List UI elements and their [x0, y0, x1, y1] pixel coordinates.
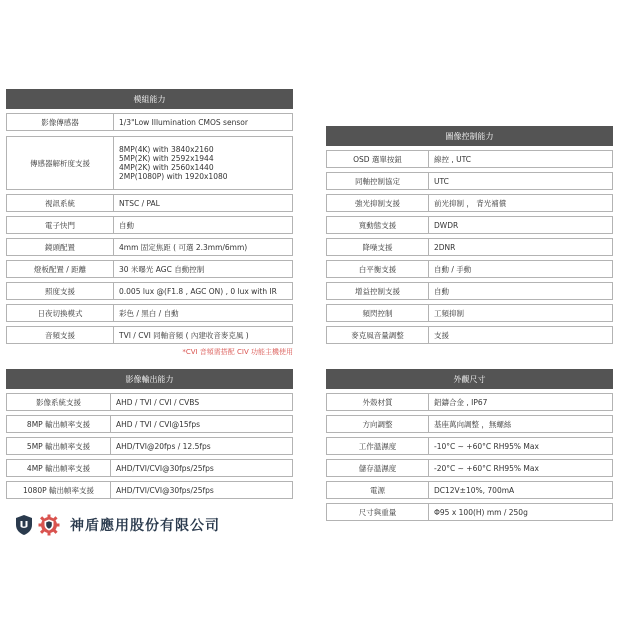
audio-footnote: *CVI 音頻需搭配 CIV 功能主機使用	[182, 348, 293, 356]
spec-row	[326, 503, 613, 521]
spec-label: 電子快門	[7, 217, 114, 233]
spec-value	[114, 283, 277, 299]
spec-rows	[6, 113, 293, 344]
spec-row	[326, 282, 613, 300]
spec-label: 同軸控制協定	[327, 173, 429, 189]
spec-label: 5MP 輸出幀率支援	[7, 438, 111, 454]
spec-value-line: 工頻抑制	[434, 308, 464, 318]
shield-u-icon	[14, 514, 34, 536]
spec-value	[429, 239, 455, 255]
spec-label: 傳感器解析度支援	[7, 137, 114, 189]
spec-row	[6, 326, 293, 344]
spec-label: OSD 選單按鈕	[327, 151, 429, 167]
video-output-section	[6, 369, 293, 499]
spec-label: 方向調整	[327, 416, 429, 432]
spec-row	[6, 393, 293, 411]
spec-rows	[6, 393, 293, 499]
module-capability-section	[6, 89, 293, 356]
spec-value-line: 0.005 lux @(F1.8 , AGC ON) , 0 lux with IR	[119, 286, 277, 296]
spec-value-line: 2MP(1080P) with 1920x1080	[119, 172, 228, 181]
spec-label: 尺寸與重量	[327, 504, 429, 520]
section-header: 圖像控制能力	[326, 126, 613, 146]
spec-rows	[326, 393, 613, 521]
spec-value-line: AHD/TVI/CVI@30fps/25fps	[116, 463, 214, 473]
spec-value	[114, 217, 134, 233]
spec-value	[114, 327, 249, 343]
spec-row	[326, 481, 613, 499]
spec-label: 外殼材質	[327, 394, 429, 410]
spec-value	[429, 460, 539, 476]
spec-row	[6, 260, 293, 278]
spec-value-line: 30 米曝光 AGC 自動控制	[119, 264, 205, 274]
spec-value-line: DWDR	[434, 220, 459, 230]
spec-value-line: 自動	[434, 286, 449, 296]
spec-value-line: AHD / TVI / CVI / CVBS	[116, 397, 200, 407]
spec-value-line: UTC	[434, 176, 449, 186]
spec-value-line: 2DNR	[434, 242, 456, 252]
spec-label: 8MP 輸出幀率支援	[7, 416, 111, 432]
spec-row	[326, 437, 613, 455]
spec-value	[114, 239, 247, 255]
spec-value	[111, 482, 214, 498]
spec-label: 降噪支援	[327, 239, 429, 255]
spec-value-line: 8MP(4K) with 3840x2160	[119, 145, 214, 154]
spec-row	[6, 481, 293, 499]
spec-value	[429, 438, 539, 454]
spec-value	[114, 114, 248, 130]
spec-value-line: 線控 , UTC	[434, 154, 472, 164]
spec-value	[114, 137, 228, 189]
spec-row	[326, 326, 613, 344]
spec-value-line: 前光抑制 ， 背光補償	[434, 198, 507, 208]
spec-label: 視訊系統	[7, 195, 114, 211]
spec-label: 4MP 輸出幀率支援	[7, 460, 111, 476]
spec-label: 電源	[327, 482, 429, 498]
spec-row	[326, 216, 613, 234]
spec-label: 增益控制支援	[327, 283, 429, 299]
spec-value-line: AHD/TVI/CVI@30fps/25fps	[116, 485, 214, 495]
section-header: 模組能力	[6, 89, 293, 109]
spec-label: 鏡頭配置	[7, 239, 114, 255]
spec-label: 強光抑制支援	[327, 195, 429, 211]
spec-label: 日夜切換模式	[7, 305, 114, 321]
spec-row	[326, 238, 613, 256]
spec-value	[429, 261, 471, 277]
spec-row	[326, 304, 613, 322]
spec-value-line: Φ95 x 100(H) mm / 250g	[434, 507, 528, 517]
spec-value	[429, 305, 464, 321]
spec-row	[6, 113, 293, 131]
spec-value-line: -20°C ~ +60°C RH95% Max	[434, 463, 539, 473]
spec-value	[429, 327, 449, 343]
spec-value-line: 自動	[119, 220, 134, 230]
spec-value	[429, 504, 528, 520]
spec-value-line: 支援	[434, 330, 449, 340]
spec-value-line: 5MP(2K) with 2592x1944	[119, 154, 214, 163]
spec-label: 影像傳感器	[7, 114, 114, 130]
spec-label: 影像系統支援	[7, 394, 111, 410]
spec-row	[326, 172, 613, 190]
spec-value-line: 自動 / 手動	[434, 264, 472, 274]
spec-value	[114, 305, 179, 321]
spec-value	[429, 394, 487, 410]
section-header: 外觀尺寸	[326, 369, 613, 389]
spec-value-line: TVI / CVI 同軸音頻 ( 內建收音麥克風 )	[119, 330, 249, 340]
spec-row	[6, 459, 293, 477]
spec-value	[111, 460, 214, 476]
exterior-dimension-section	[326, 369, 613, 521]
spec-row	[326, 260, 613, 278]
spec-label: 音頻支援	[7, 327, 114, 343]
spec-value	[429, 173, 449, 189]
spec-row	[6, 238, 293, 256]
spec-row	[326, 393, 613, 411]
spec-label: 頻閃控制	[327, 305, 429, 321]
spec-value-line: 4MP(2K) with 2560x1440	[119, 163, 214, 172]
spec-rows	[326, 150, 613, 344]
spec-value	[429, 283, 449, 299]
spec-value-line: 1/3"Low Illumination CMOS sensor	[119, 117, 248, 127]
spec-row	[326, 459, 613, 477]
spec-value	[111, 394, 199, 410]
company-logo	[14, 514, 220, 536]
spec-label: 1080P 輸出幀率支援	[7, 482, 111, 498]
spec-row	[6, 216, 293, 234]
gear-shield-icon	[38, 514, 60, 536]
spec-value	[111, 416, 200, 432]
spec-value-line: AHD/TVI@20fps / 12.5fps	[116, 441, 211, 451]
spec-row	[6, 437, 293, 455]
spec-value	[111, 438, 211, 454]
spec-row	[6, 304, 293, 322]
spec-row	[6, 194, 293, 212]
spec-value-line: NTSC / PAL	[119, 198, 160, 208]
spec-value	[114, 261, 204, 277]
spec-value-line: -10°C ~ +60°C RH95% Max	[434, 441, 539, 451]
spec-label: 寬動態支援	[327, 217, 429, 233]
spec-value	[429, 416, 511, 432]
spec-label: 工作溫濕度	[327, 438, 429, 454]
spec-value-line: AHD / TVI / CVI@15fps	[116, 419, 200, 429]
spec-row	[326, 150, 613, 168]
spec-value-line: 彩色 / 黑白 / 自動	[119, 308, 179, 318]
spec-value	[429, 151, 471, 167]
spec-label: 麥克風音量調整	[327, 327, 429, 343]
logo-mark	[14, 514, 60, 536]
spec-row	[6, 415, 293, 433]
spec-value	[429, 482, 514, 498]
spec-value	[429, 217, 458, 233]
section-header: 影像輸出能力	[6, 369, 293, 389]
company-name: 神盾應用股份有限公司	[70, 518, 220, 534]
spec-label: 儲存溫濕度	[327, 460, 429, 476]
spec-label: 照度支援	[7, 283, 114, 299]
spec-value	[114, 195, 160, 211]
image-control-section	[326, 126, 613, 344]
spec-value	[429, 195, 506, 211]
spec-value-line: 鋁鑄合金 , IP67	[434, 397, 488, 407]
spec-label: 燈板配置 / 距離	[7, 261, 114, 277]
spec-row	[6, 282, 293, 300]
spec-row	[326, 415, 613, 433]
spec-value-line: DC12V±10%, 700mA	[434, 485, 515, 495]
spec-label: 白平衡支援	[327, 261, 429, 277]
spec-value-line: 4mm 固定焦距 ( 可選 2.3mm/6mm)	[119, 242, 248, 252]
spec-row	[326, 194, 613, 212]
spec-value-line: 基座萬向調整 ，無螺絲	[434, 419, 512, 429]
spec-row	[6, 136, 293, 190]
